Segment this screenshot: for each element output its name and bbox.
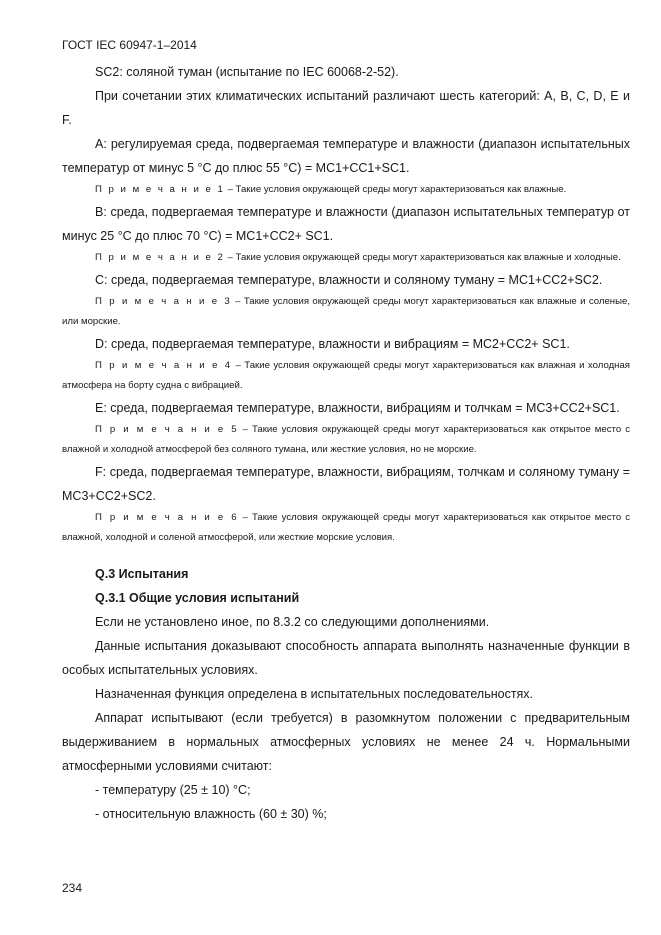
note-label: П р и м е ч а н и е 5: [95, 424, 239, 435]
list-item-temperature: - температуру (25 ± 10) °C;: [95, 783, 251, 797]
document-body: [62, 60, 630, 826]
note-label: П р и м е ч а н и е 2: [95, 252, 225, 263]
note-label: П р и м е ч а н и е 3: [95, 296, 232, 307]
paragraph-category-e: E: среда, подвергаемая температуре, влажности, вибрациям и толчкам = MC3+CC2+SC1.: [95, 401, 620, 415]
note-text: – Такие условия окружающей среды могут характеризоваться как открытое место с влажной, холодной и соленой атмосферой, или жесткие морские условия.: [62, 512, 630, 543]
note-text: – Такие условия окружающей среды могут характеризоваться как влажные.: [227, 184, 567, 195]
section-gap: [62, 548, 630, 562]
note-4: [62, 356, 630, 396]
paragraph-function: Назначенная функция определена в испытательных последовательностях.: [95, 687, 534, 701]
note-label: П р и м е ч а н и е 4: [95, 360, 233, 371]
paragraph-category-f: F: среда, подвергаемая температуре, влажности, вибрациям, толчкам и соляному туману = MC3+CC2+SC2.: [62, 465, 630, 503]
note-text: – Такие условия окружающей среды могут характеризоваться как влажные и соленые, или морские.: [62, 296, 630, 327]
note-text: – Такие условия окружающей среды могут характеризоваться как влажная и холодная атмосфера на борту судна с вибрацией.: [62, 360, 630, 391]
note-6: [62, 508, 630, 548]
paragraph-category-b: B: среда, подвергаемая температуре и влажности (диапазон испытательных температур от минус 25 °C до плюс 70 °C) = MC1+CC2+ SC1.: [62, 205, 630, 243]
note-5: [62, 420, 630, 460]
note-2: [62, 248, 630, 268]
note-text: – Такие условия окружающей среды могут характеризоваться как влажные и холодные.: [227, 252, 621, 263]
note-label: П р и м е ч а н и е 1: [95, 184, 225, 195]
paragraph-category-d: D: среда, подвергаемая температуре, влажности и вибрациям = MC2+CC2+ SC1.: [95, 337, 570, 351]
paragraph-category-a: A: регулируемая среда, подвергаемая температуре и влажности (диапазон испытательных температур от минус 5 °C до плюс 55 °C) = MC1+CC1+SC1.: [62, 137, 630, 175]
paragraph-sc2: SC2: соляной туман (испытание по IEC 60068-2-52).: [95, 65, 399, 79]
note-text: – Такие условия окружающей среды могут характеризоваться как открытое место с влажной и холодной атмосферой без соляного тумана, или жесткие условия, но не морские.: [62, 424, 630, 455]
section-heading: Q.3 Испытания: [95, 567, 189, 581]
list-item-humidity: - относительную влажность (60 ± 30) %;: [95, 807, 327, 821]
subsection-heading: Q.3.1 Общие условия испытаний: [95, 591, 300, 605]
document-header: ГОСТ IEC 60947-1–2014: [62, 38, 197, 52]
paragraph-category-c: C: среда, подвергаемая температуре, влажности и соляному туману = MC1+CC2+SC2.: [95, 273, 603, 287]
page-number: 234: [62, 881, 83, 895]
paragraph-categories: При сочетании этих климатических испытаний различают шесть категорий: A, B, C, D, E и F.: [62, 89, 630, 127]
paragraph-apparatus: Аппарат испытывают (если требуется) в разомкнутом положении с предварительным выдерживанием в нормальных атмосферных условиях не менее 24 ч. Нормальными атмосферными условиями считают:: [62, 711, 630, 773]
note-1: [62, 180, 630, 200]
note-label: П р и м е ч а н и е 6: [95, 512, 239, 523]
paragraph-general: Если не установлено иное, по 8.3.2 со следующими дополнениями.: [95, 615, 490, 629]
paragraph-tests-prove: Данные испытания доказывают способность аппарата выполнять назначенные функции в особых испытательных условиях.: [62, 639, 630, 677]
note-3: [62, 292, 630, 332]
